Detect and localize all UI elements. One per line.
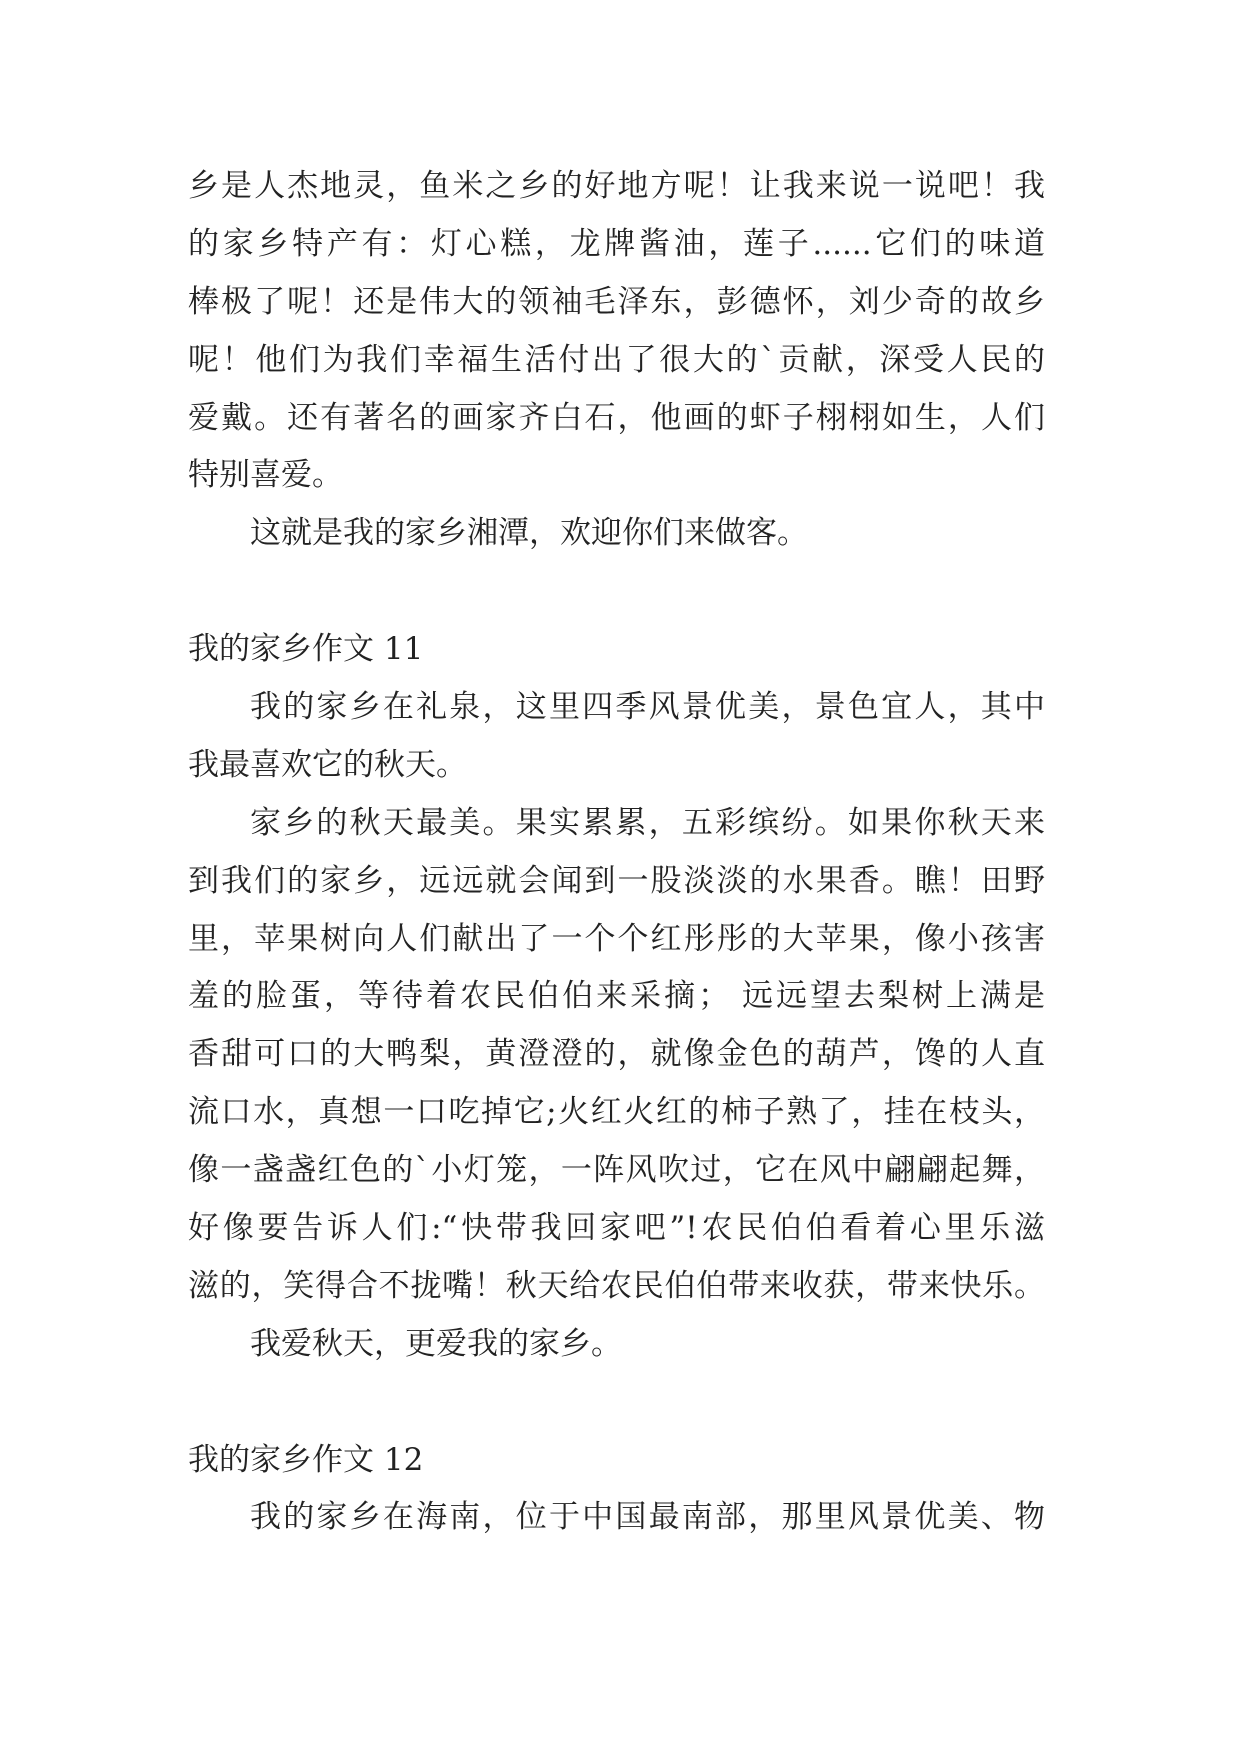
paragraph-line: 里，苹果树向人们献出了一个个红彤彤的大苹果，像小孩害 [188,920,1045,957]
paragraph-line: 爱戴。还有著名的画家齐白石，他画的虾子栩栩如生，人们 [188,399,1045,436]
paragraph-line: 滋的，笑得合不拢嘴！秋天给农民伯伯带来收获，带来快乐。 [188,1267,1045,1304]
paragraph [188,795,1045,1316]
paragraph-line: 羞的脸蛋，等待着农民伯伯来采摘； 远远望去梨树上满是 [188,978,1045,1015]
paragraph [188,1316,1045,1374]
essay-section [188,1432,1045,1548]
paragraph-line: 棒极了呢！还是伟大的领袖毛泽东，彭德怀，刘少奇的故乡 [188,283,1045,320]
paragraph-line: 家乡的秋天最美。果实累累，五彩缤纷。如果你秋天来 [250,804,1045,841]
paragraph-line: 像一盏盏红色的`小灯笼，一阵风吹过，它在风中翩翩起舞， [188,1152,1045,1189]
essay-heading: 我的家乡作文 12 [188,1441,424,1478]
paragraph-line: 香甜可口的大鸭梨，黄澄澄的，就像金色的葫芦，馋的人直 [188,1036,1045,1073]
paragraph-line: 这就是我的家乡湘潭，欢迎你们来做客。 [250,515,808,552]
paragraph [188,1489,1045,1547]
paragraph [188,158,1045,505]
paragraph-line: 乡是人杰地灵，鱼米之乡的好地方呢！让我来说一说吧！我 [188,168,1045,204]
essay-heading: 我的家乡作文 11 [188,631,424,668]
paragraph [188,679,1045,795]
paragraph-line: 呢！他们为我们幸福生活付出了很大的`贡献，深受人民的 [188,341,1045,378]
blank-line [188,1374,1045,1432]
paragraph-line: 流口水，真想一口吃掉它;火红火红的柿子熟了，挂在枝头， [188,1094,1045,1131]
paragraph-line: 我爱秋天，更爱我的家乡。 [250,1325,622,1362]
essay-section [188,621,1045,1374]
paragraph-line: 的家乡特产有：灯心糕，龙牌酱油，莲子......它们的味道 [188,225,1045,262]
paragraph-line: 我的家乡在礼泉，这里四季风景优美，景色宜人，其中 [250,689,1045,726]
document-body [188,158,1045,1547]
paragraph-line: 好像要告诉人们:“快带我回家吧”!农民伯伯看着心里乐滋 [188,1210,1045,1247]
blank-line [188,563,1045,621]
paragraph-line: 我的家乡在海南，位于中国最南部，那里风景优美、物 [250,1499,1045,1536]
paragraph-line: 特别喜爱。 [188,457,343,494]
paragraph-line: 我最喜欢它的秋天。 [188,746,467,783]
paragraph [188,505,1045,563]
paragraph-line: 到我们的家乡，远远就会闻到一股淡淡的水果香。瞧！田野 [188,862,1045,899]
